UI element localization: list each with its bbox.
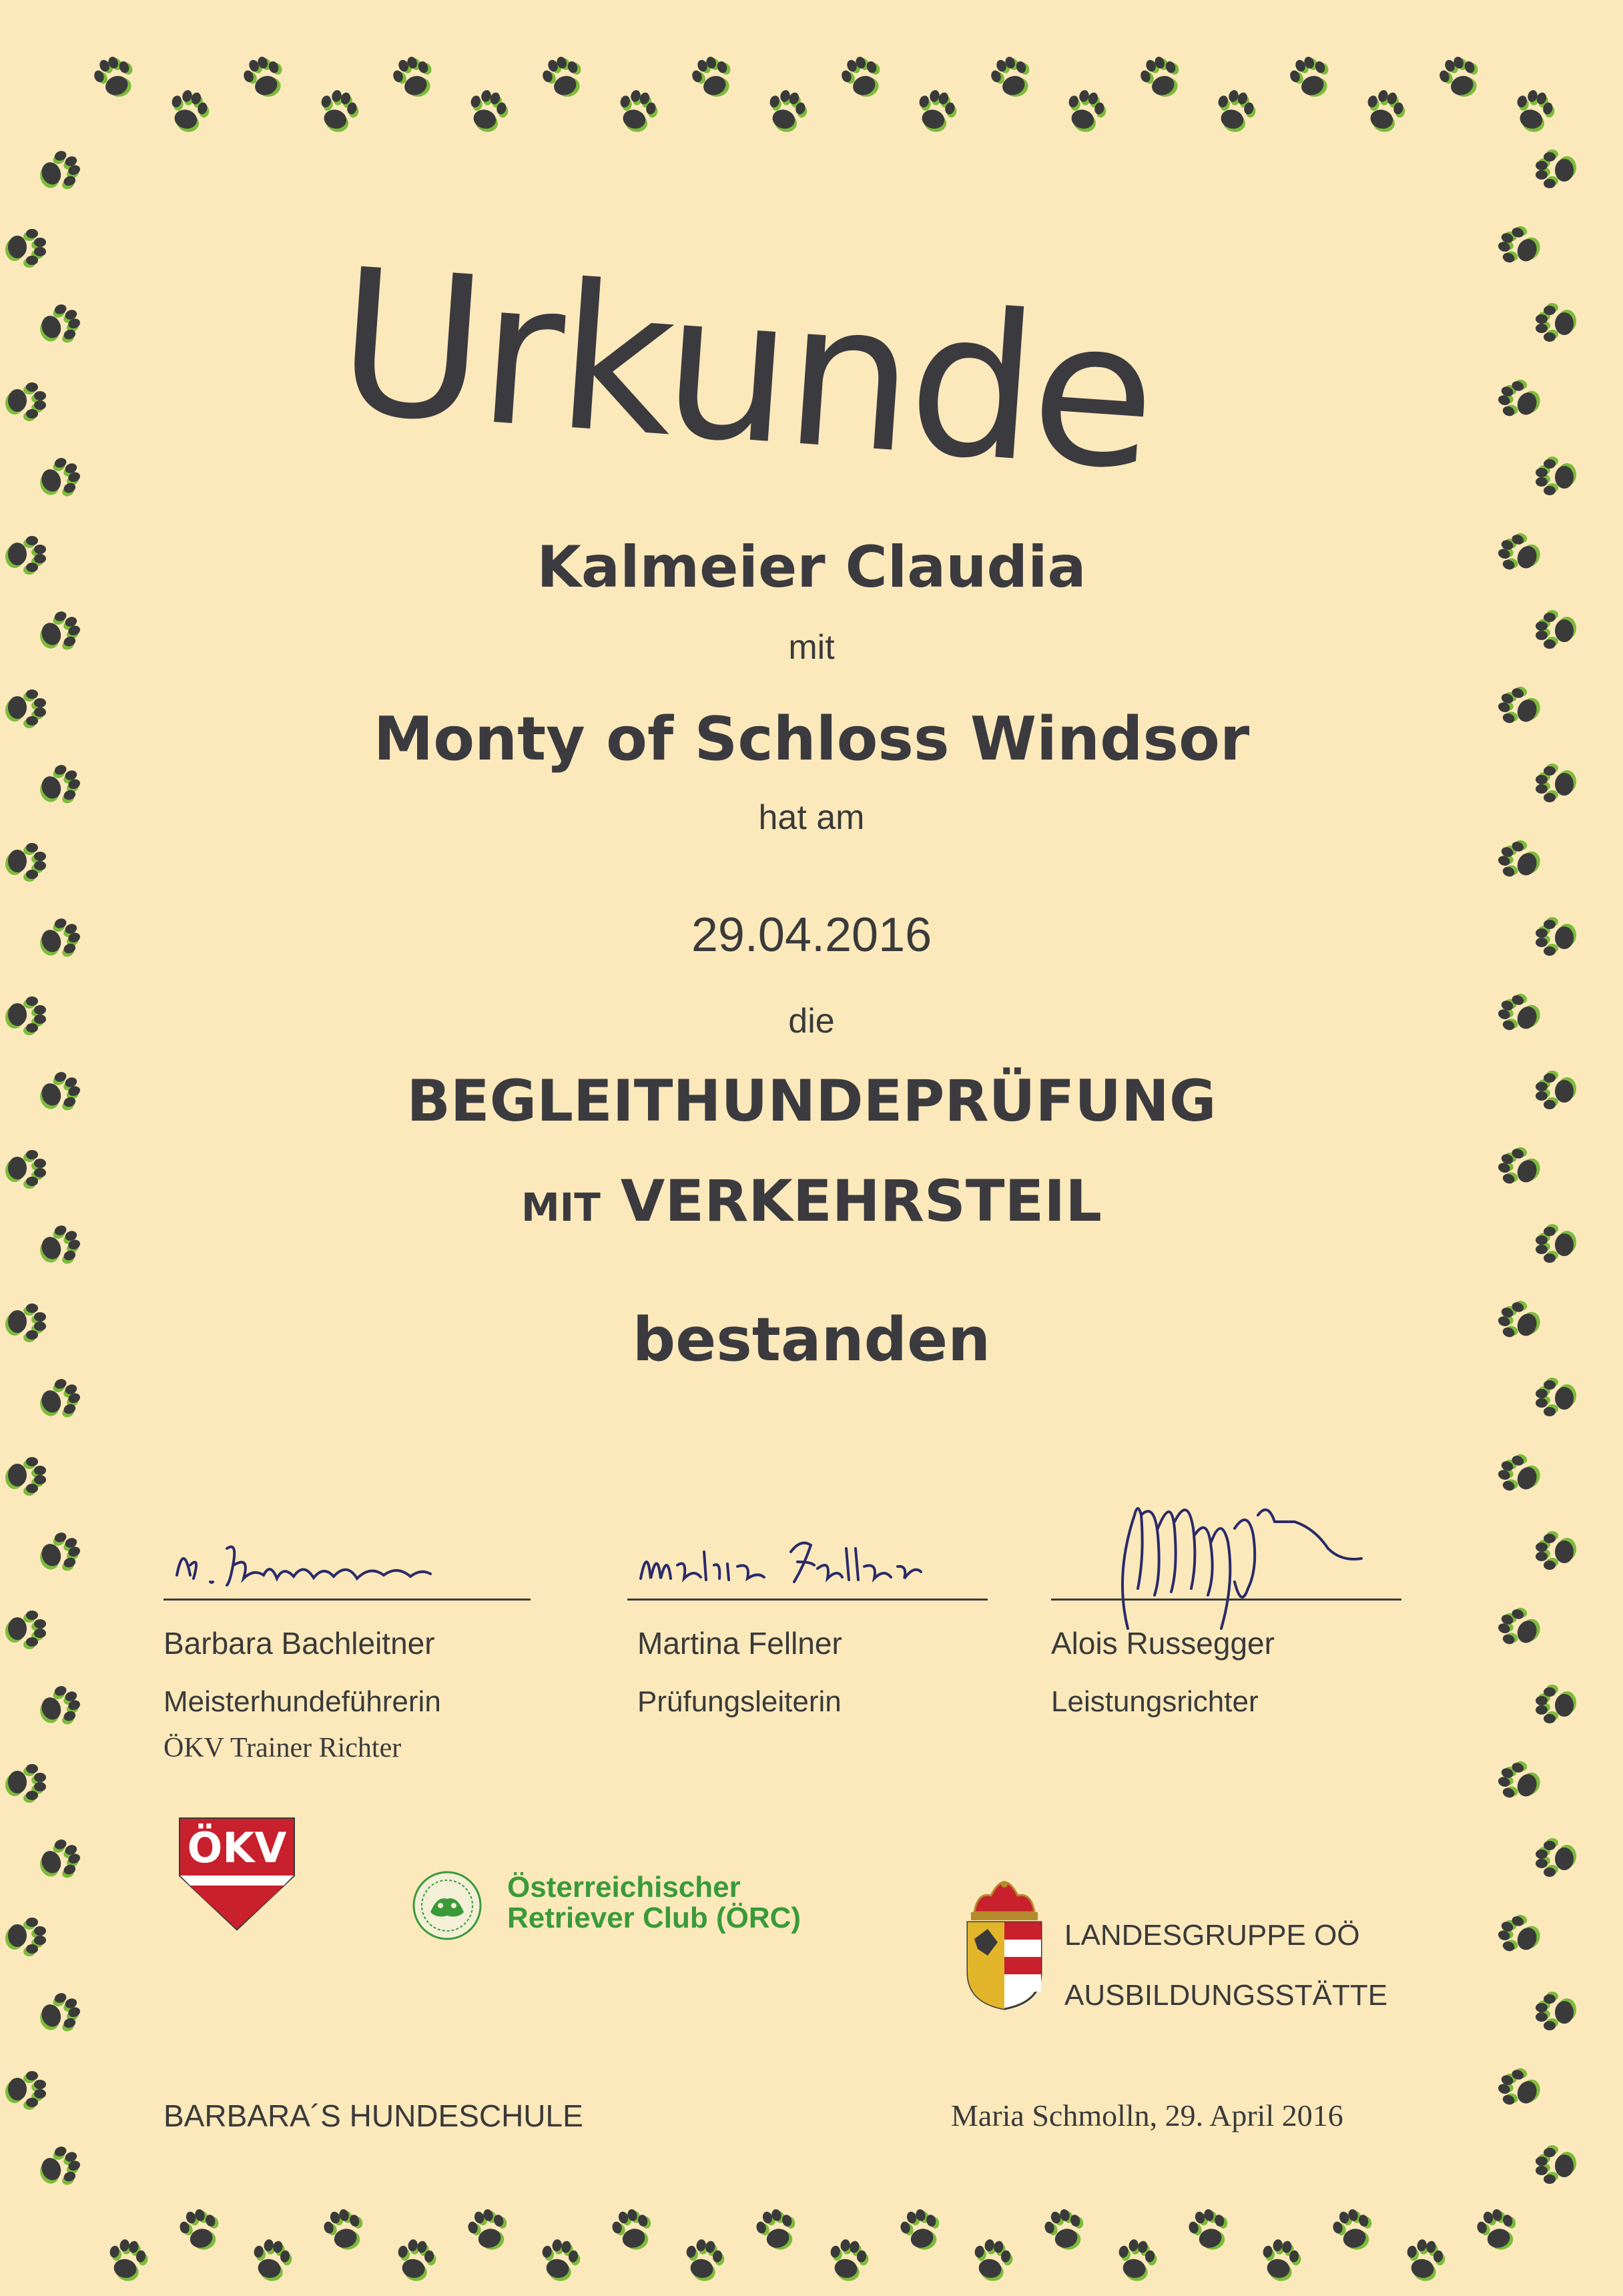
signatory-3-name: Alois Russegger bbox=[1051, 1626, 1275, 1661]
paw-print-icon bbox=[388, 2233, 442, 2286]
connector-the: die bbox=[788, 1002, 835, 1041]
paw-print-icon bbox=[1528, 1986, 1582, 2039]
signatory-3-role: Leistungsrichter bbox=[1051, 1685, 1259, 1718]
paw-print-icon bbox=[244, 2233, 298, 2286]
place-and-date: Maria Schmolln, 29. April 2016 bbox=[951, 2098, 1343, 2132]
paw-print-icon bbox=[834, 50, 888, 103]
paw-print-icon bbox=[1208, 83, 1261, 137]
paw-print-icon bbox=[1325, 2203, 1379, 2256]
paw-print-icon bbox=[749, 2203, 802, 2256]
paw-print-icon bbox=[0, 1448, 53, 1502]
paw-print-icon bbox=[1528, 1372, 1582, 1425]
paw-print-icon bbox=[460, 2203, 514, 2256]
signature-line-1 bbox=[164, 1599, 531, 1601]
signature-line-3 bbox=[1051, 1599, 1401, 1601]
paw-print-icon bbox=[1470, 2203, 1523, 2256]
paw-print-icon bbox=[759, 83, 813, 137]
landesgruppe-line2: AUSBILDUNGSSTÄTTE bbox=[1064, 1979, 1388, 2012]
exam-title-line2 bbox=[0, 1168, 1623, 1235]
connector-with: mit bbox=[788, 628, 835, 667]
paw-print-icon bbox=[965, 2233, 1018, 2286]
orc-title-line2: Retriever Club (ÖRC) bbox=[507, 1902, 801, 1934]
paw-print-icon bbox=[0, 1909, 53, 1962]
paw-print-icon bbox=[1109, 2233, 1163, 2286]
paw-print-icon bbox=[1528, 1679, 1582, 1732]
paw-print-icon bbox=[1133, 50, 1187, 103]
signature-fellner bbox=[634, 1525, 934, 1602]
signatory-2-role: Prüfungsleiterin bbox=[637, 1685, 842, 1718]
paw-print-icon bbox=[172, 2203, 226, 2256]
paw-print-icon bbox=[677, 2233, 730, 2286]
paw-print-icon bbox=[33, 1832, 87, 1886]
paw-print-icon bbox=[87, 50, 140, 103]
paw-print-icon bbox=[0, 834, 53, 888]
paw-print-icon bbox=[33, 1679, 87, 1732]
okv-logo-text: ÖKV bbox=[187, 1823, 287, 1872]
paw-print-icon bbox=[33, 451, 87, 504]
paw-print-icon bbox=[33, 1525, 87, 1579]
paw-print-icon bbox=[33, 1372, 87, 1425]
paw-print-icon bbox=[100, 2233, 153, 2286]
paw-print-icon bbox=[33, 144, 87, 197]
paw-print-icon bbox=[1253, 2233, 1307, 2286]
orc-title bbox=[507, 1872, 801, 1934]
school-name: BARBARA´S HUNDESCHULE bbox=[164, 2098, 583, 2133]
paw-print-icon bbox=[33, 2139, 87, 2193]
paw-print-icon bbox=[821, 2233, 874, 2286]
paw-print-icon bbox=[236, 50, 290, 103]
paw-print-icon bbox=[1492, 1755, 1545, 1809]
signature-line-2 bbox=[627, 1599, 988, 1601]
paw-print-icon bbox=[1492, 834, 1545, 888]
signatory-1-name: Barbara Bachleitner bbox=[164, 1626, 435, 1661]
dog-name: Monty of Schloss Windsor bbox=[373, 704, 1250, 774]
paw-print-icon bbox=[685, 50, 738, 103]
orc-title-line1: Österreichischer bbox=[507, 1871, 741, 1904]
paw-print-icon bbox=[1528, 2139, 1582, 2193]
paw-print-icon bbox=[0, 1602, 53, 1655]
certificate-title: Urkunde bbox=[330, 225, 1160, 515]
paw-print-icon bbox=[0, 2062, 53, 2116]
paw-print-icon bbox=[1528, 144, 1582, 197]
paw-print-icon bbox=[1492, 2062, 1545, 2116]
exam-date: 29.04.2016 bbox=[691, 908, 932, 962]
exam-title-line1: BEGLEITHUNDEPRÜFUNG bbox=[406, 1068, 1217, 1135]
signatory-1-extra: ÖKV Trainer Richter bbox=[164, 1733, 402, 1763]
connector-on: hat am bbox=[758, 798, 865, 837]
paw-print-icon bbox=[311, 83, 364, 137]
paw-print-icon bbox=[533, 2233, 586, 2286]
paw-print-icon bbox=[1357, 83, 1411, 137]
paw-print-icon bbox=[1528, 1525, 1582, 1579]
paw-print-icon bbox=[1058, 83, 1112, 137]
orc-logo bbox=[410, 1869, 484, 1942]
signatory-2-name: Martina Fellner bbox=[637, 1626, 842, 1661]
paw-print-icon bbox=[1432, 50, 1486, 103]
exam-title-main: VERKEHRSTEIL bbox=[620, 1168, 1102, 1235]
paw-print-icon bbox=[1492, 1448, 1545, 1502]
paw-print-icon bbox=[1397, 2233, 1451, 2286]
paw-print-icon bbox=[1492, 220, 1545, 274]
landesgruppe-text bbox=[1064, 1906, 1387, 2026]
paw-print-icon bbox=[1181, 2203, 1235, 2256]
paw-print-icon bbox=[893, 2203, 946, 2256]
paw-print-icon bbox=[610, 83, 663, 137]
paw-print-icon bbox=[1492, 1909, 1545, 1962]
paw-print-icon bbox=[1037, 2203, 1090, 2256]
paw-print-icon bbox=[984, 50, 1037, 103]
paw-print-icon bbox=[1528, 1832, 1582, 1886]
exam-title-prefix: MIT bbox=[521, 1185, 601, 1230]
paw-print-icon bbox=[605, 2203, 658, 2256]
result-text: bestanden bbox=[632, 1305, 991, 1375]
signatory-1-role: Meisterhundeführerin bbox=[164, 1685, 441, 1718]
paw-print-icon bbox=[909, 83, 962, 137]
landesgruppe-line1: LANDESGRUPPE OÖ bbox=[1064, 1919, 1360, 1952]
paw-print-icon bbox=[161, 83, 215, 137]
paw-print-icon bbox=[1283, 50, 1336, 103]
okv-logo bbox=[177, 1815, 297, 1936]
paw-print-icon bbox=[0, 1755, 53, 1809]
signature-bachleitner bbox=[164, 1528, 497, 1602]
paw-print-icon bbox=[316, 2203, 370, 2256]
upper-austria-coat-of-arms bbox=[961, 1879, 1048, 2012]
signature-russegger bbox=[1074, 1475, 1381, 1642]
paw-print-icon bbox=[386, 50, 439, 103]
owner-name: Kalmeier Claudia bbox=[537, 534, 1086, 601]
paw-print-icon bbox=[460, 83, 514, 137]
paw-print-icon bbox=[1507, 83, 1560, 137]
paw-print-icon bbox=[535, 50, 589, 103]
paw-print-icon bbox=[33, 1986, 87, 2039]
paw-print-icon bbox=[1492, 1602, 1545, 1655]
